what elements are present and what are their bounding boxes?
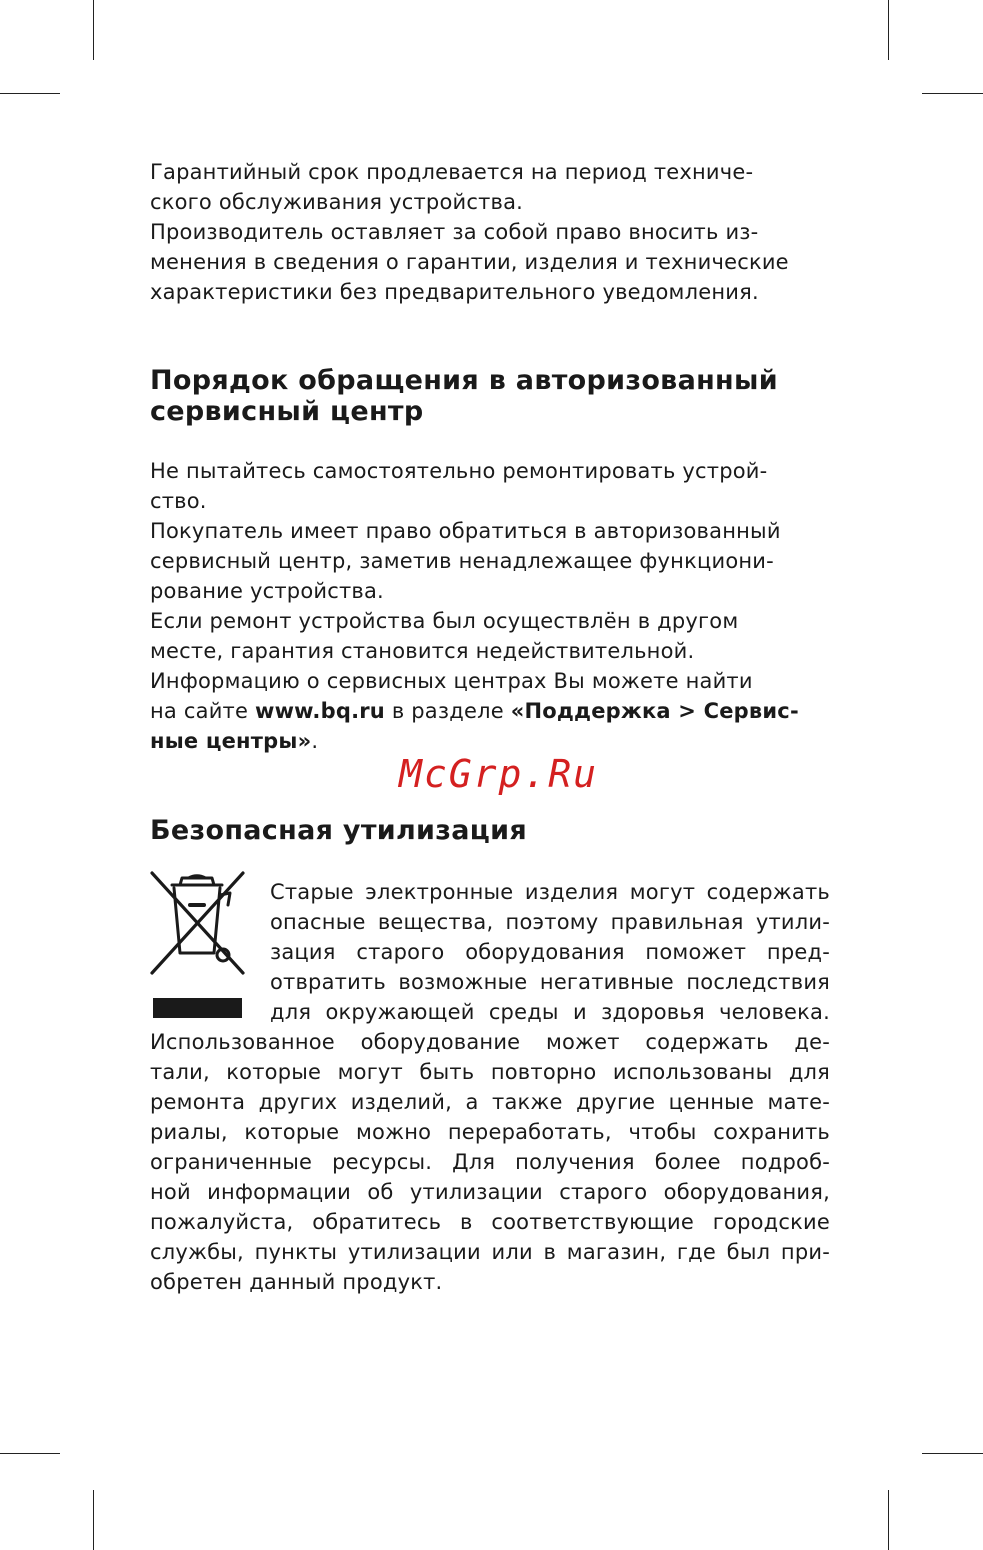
service-line: Покупатель имеет право обратиться в авторизованный <box>150 519 781 543</box>
service-link-line <box>150 696 840 726</box>
warranty-line: Производитель оставляет за собой право вносить из- <box>150 220 759 244</box>
service-line: Не пытайтесь самостоятельно ремонтировать устрой- <box>150 459 768 483</box>
disposal-side-line: зация старого оборудования поможет пред- <box>270 940 830 964</box>
disposal-line: Использованное оборудование может содержать де- <box>150 1030 830 1054</box>
disposal-side-line: отвратить возможные негативные последствия <box>270 970 830 994</box>
disposal-side-line: Старые электронные изделия могут содержать <box>270 880 830 904</box>
service-line: сервисный центр, заметив ненадлежащее функциони- <box>150 549 774 573</box>
support-section-link[interactable]: «Поддержка > Сервис- <box>510 699 799 723</box>
support-section-link-end[interactable]: ные центры» <box>150 729 312 753</box>
disposal-line: службы, пункты утилизации или в магазин, где был при- <box>150 1240 830 1264</box>
service-line: месте, гарантия становится недействительной. <box>150 639 695 663</box>
crop-mark-bottom-right-horizontal <box>922 1453 983 1454</box>
watermark: McGrp.Ru <box>399 752 599 796</box>
disposal-line: пожалуйста, обратитесь в соответствующие городские <box>150 1210 830 1234</box>
service-heading-line: сервисный центр <box>150 396 424 427</box>
warranty-line: характеристики без предварительного уведомления. <box>150 280 759 304</box>
service-link-prefix: на сайте <box>150 699 255 723</box>
warranty-line: менения в сведения о гарантии, изделия и технические <box>150 250 789 274</box>
crop-mark-top-left-horizontal <box>0 93 60 94</box>
disposal-side-line: для окружающей среды и здоровья человека. <box>270 1000 830 1024</box>
disposal-line: тали, которые могут быть повторно использованы для <box>150 1060 830 1084</box>
crop-mark-top-right-vertical <box>888 0 889 60</box>
service-line: Информацию о сервисных центрах Вы можете найти <box>150 669 753 693</box>
disposal-side-line: опасные вещества, поэтому правильная утили- <box>270 910 830 934</box>
service-heading <box>150 365 778 427</box>
warranty-line: Гарантийный срок продлевается на период техниче- <box>150 160 754 184</box>
disposal-heading: Безопасная утилизация <box>150 815 527 846</box>
warranty-line: ского обслуживания устройства. <box>150 190 524 214</box>
crop-mark-bottom-right-vertical <box>888 1490 889 1550</box>
disposal-line: обретен данный продукт. <box>150 1270 443 1294</box>
crossed-out-wheelie-bin-icon <box>150 871 245 1021</box>
disposal-paragraph <box>150 1027 830 1297</box>
disposal-line: ной информации об утилизации старого оборудования, <box>150 1180 830 1204</box>
crop-mark-top-left-vertical <box>93 0 94 60</box>
crop-mark-bottom-left-horizontal <box>0 1453 60 1454</box>
service-line: Если ремонт устройства был осуществлён в другом <box>150 609 739 633</box>
disposal-icon-side-paragraph <box>270 877 830 1027</box>
disposal-line: ремонта других изделий, а также другие ценные мате- <box>150 1090 830 1114</box>
disposal-line: ограниченные ресурсы. Для получения более подроб- <box>150 1150 830 1174</box>
warranty-paragraph <box>150 157 840 307</box>
service-heading-line: Порядок обращения в авторизованный <box>150 365 778 396</box>
service-paragraph <box>150 456 840 756</box>
disposal-line: риалы, которые можно переработать, чтобы сохранить <box>150 1120 830 1144</box>
service-last-suffix: . <box>311 729 319 753</box>
website-link[interactable]: www.bq.ru <box>254 699 385 723</box>
crop-mark-top-right-horizontal <box>922 93 983 94</box>
service-line: ство. <box>150 489 207 513</box>
service-line: рование устройства. <box>150 579 384 603</box>
crop-mark-bottom-left-vertical <box>93 1490 94 1550</box>
service-link-middle: в разделе <box>384 699 511 723</box>
